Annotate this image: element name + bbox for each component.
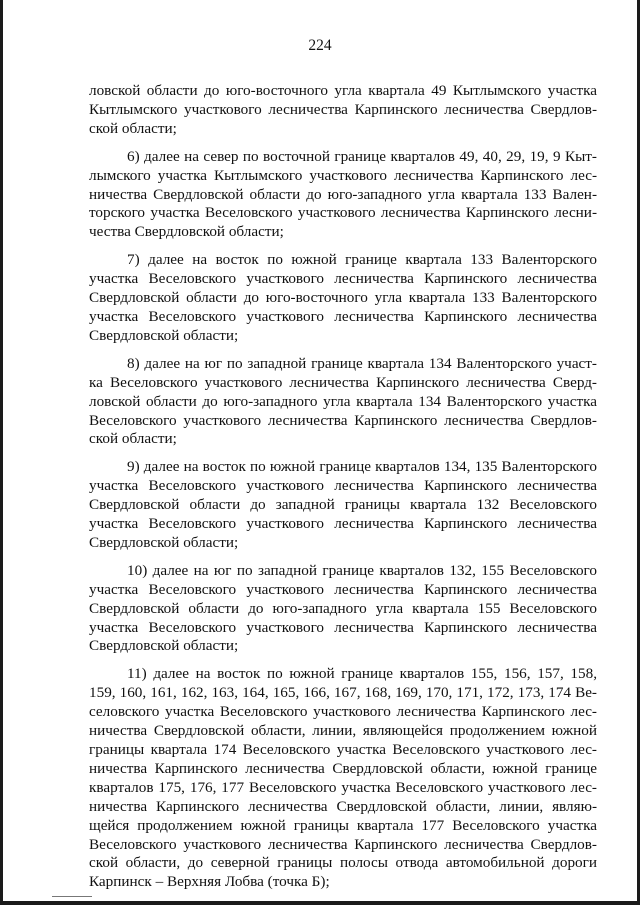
text-line: чества Свердловской области; — [89, 223, 284, 241]
text-line: Свердловской области; — [89, 326, 239, 344]
text-line: Свердловской области; — [89, 533, 239, 551]
text-line: 6) далее на север по восточной границе кварталов 49, 40, 29, 19, 9 Кыт- — [127, 147, 597, 165]
text-line: Кытлымского участкового лесничества Карпинского лесничества Свердлов- — [89, 100, 597, 118]
text-line: ка Веселовского участкового лесничества Карпинского лесничества Сверд- — [89, 373, 597, 391]
scan-edge-left — [0, 0, 3, 905]
text-line: Свердловской области до юго-восточного угла квартала 133 Валенторского — [89, 289, 597, 307]
text-line: 8) далее на юг по западной границе квартала 134 Валенторского участ- — [127, 354, 597, 372]
paragraph — [89, 458, 597, 553]
text-line: 10) далее на юг по западной границе кварталов 132, 155 Веселовского — [127, 561, 597, 579]
paragraph — [89, 562, 597, 657]
text-line: участка Веселовского участкового лесничества Карпинского лесничества — [89, 307, 597, 325]
text-line: кварталов 175, 176, 177 Веселовского участка Веселовского участкового лес- — [89, 778, 597, 796]
text-line: Свердловской области; — [89, 637, 239, 655]
text-line: Карпинск – Верхняя Лобва (точка Б); — [89, 873, 330, 891]
page-number: 224 — [308, 37, 332, 54]
paragraph — [89, 82, 597, 139]
text-line: Свердловской области до юго-западного угла квартала 155 Веселовского — [89, 599, 597, 617]
text-line: 7) далее на восток по южной границе квартала 133 Валенторского — [127, 251, 597, 269]
text-line: ской области; — [89, 119, 177, 137]
text-line: 11) далее на восток по южной границе кварталов 155, 156, 157, 158, — [127, 665, 597, 683]
text-line: участка Веселовского участкового лесничества Карпинского лесничества — [89, 618, 597, 636]
paragraph — [89, 665, 597, 892]
scan-edge-bottom — [0, 901, 640, 905]
text-line: 159, 160, 161, 162, 163, 164, 165, 166, 167, 168, 169, 170, 171, 172, 173, 174 Ве- — [89, 684, 597, 702]
paragraph — [89, 148, 597, 243]
text-line: щейся продолжением южной границы квартала 177 Веселовского участка — [89, 816, 597, 834]
text-line: ской области, до северной границы полосы отвода автомобильной дороги — [89, 854, 597, 872]
text-line: ловской области до юго-восточного угла квартала 49 Кытлымского участка — [89, 82, 597, 99]
text-line: Веселовского участкового лесничества Карпинского лесничества Свердлов- — [89, 835, 597, 853]
text-line: ской области; — [89, 430, 177, 448]
text-line: границы квартала 174 Веселовского участка Веселовского участкового лес- — [89, 741, 597, 758]
paragraph — [89, 355, 597, 450]
text-line: ничества Карпинского лесничества Свердловской области, южной границе — [89, 759, 597, 777]
body-text — [89, 82, 597, 901]
text-line: торского участка Веселовского участкового лесничества Карпинского лесни- — [89, 204, 597, 222]
text-line: участка Веселовского участкового лесничества Карпинского лесничества — [89, 515, 597, 533]
text-line: ничества Карпинского лесничества Свердловской области, линии, являю- — [89, 797, 597, 815]
text-line: лымского участка Кытлымского участкового лесничества Карпинского лес- — [89, 166, 597, 184]
text-line: Веселовского участкового лесничества Карпинского лесничества Свердлов- — [89, 411, 597, 429]
text-line: участка Веселовского участкового лесничества Карпинского лесничества — [89, 270, 597, 288]
text-line: ловской области до юго-западного угла квартала 134 Валенторского участка — [89, 392, 597, 410]
text-line: селовского участка Веселовского участкового лесничества Карпинского лес- — [89, 703, 597, 721]
text-line: ничества Свердловской области, линии, являющейся продолжением южной — [89, 722, 597, 740]
text-line: участка Веселовского участкового лесничества Карпинского лесничества — [89, 580, 597, 598]
text-line: ничества Свердловской области до юго-западного угла квартала 133 Вален- — [89, 185, 597, 203]
text-line: Свердловской области до западной границы квартала 132 Веселовского — [89, 496, 597, 514]
text-line: 9) далее на восток по южной границе кварталов 134, 135 Валенторского — [127, 458, 597, 476]
scan-artifact-mark — [52, 896, 92, 897]
paragraph — [89, 251, 597, 346]
text-line: участка Веселовского участкового лесничества Карпинского лесничества — [89, 477, 597, 495]
